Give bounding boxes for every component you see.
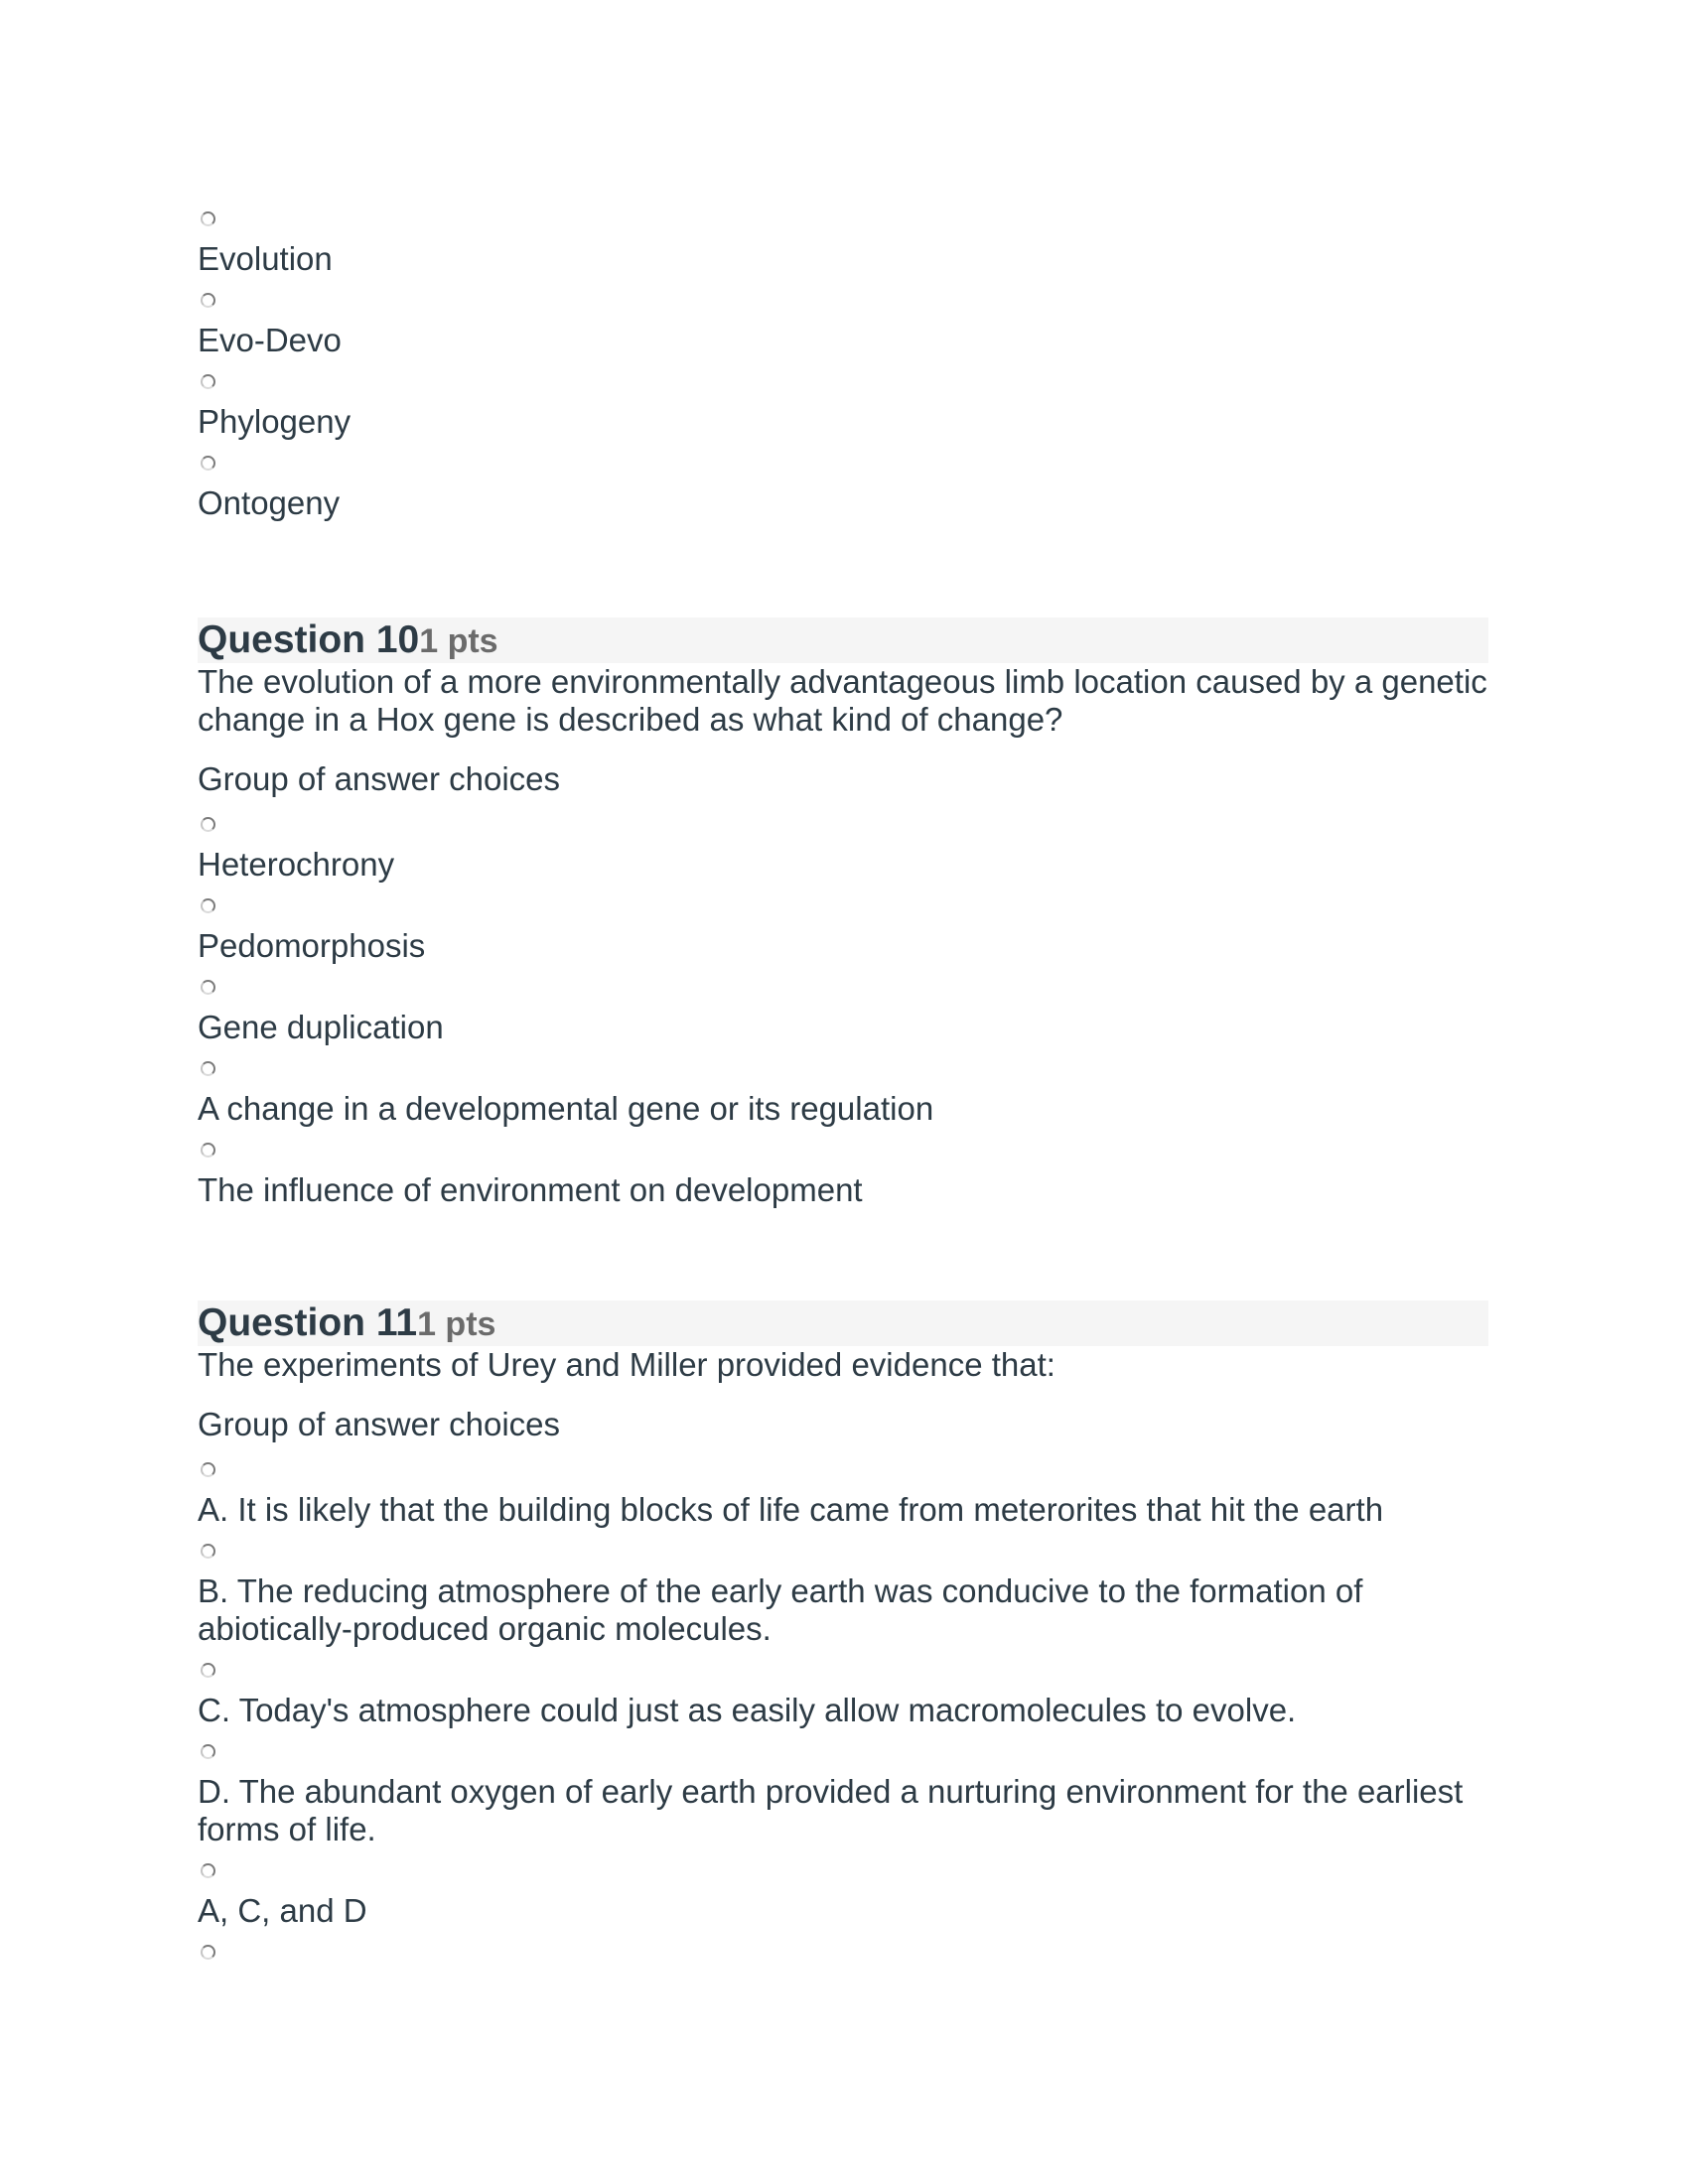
radio-button-icon[interactable] [201,1863,215,1878]
option-gene-duplication[interactable] [198,965,1488,1046]
question-header [198,1300,1488,1346]
option-label: A, C, and D [198,1892,367,1929]
option-heterochrony[interactable] [198,802,1488,884]
radio-button-icon[interactable] [201,1462,215,1477]
radio-button-icon[interactable] [201,1061,215,1076]
option-label: Evo-Devo [198,322,342,358]
radio-button-icon[interactable] [201,456,215,471]
question-points: 1 pts [417,1305,496,1343]
answer-choices [198,1447,1488,1974]
option-b[interactable] [198,1529,1488,1648]
radio-button-icon[interactable] [201,374,215,389]
option-label: Pedomorphosis [198,927,426,964]
option-label: Evolution [198,240,333,277]
option-c[interactable] [198,1648,1488,1729]
option-label: A. It is likely that the building blocks of life came from meterorites that hit the earth [198,1491,1384,1528]
question-text: The evolution of a more environmentally advantageous limb location caused by a genetic change in a Hox gene is described as what kind of change? [198,663,1487,738]
option-evo-devo[interactable] [198,278,351,359]
radio-button-icon[interactable] [201,1143,215,1158]
radio-button-icon[interactable] [201,211,215,226]
option-d[interactable] [198,1729,1488,1848]
answer-choices [198,802,1488,1209]
radio-button-icon[interactable] [201,293,215,308]
radio-button-icon[interactable] [201,1663,215,1678]
option-pedomorphosis[interactable] [198,884,1488,965]
question-11 [198,1300,1488,1974]
option-label: D. The abundant oxygen of early earth provided a nurturing environment for the earliest forms of life. [198,1773,1464,1847]
option-a[interactable] [198,1447,1488,1529]
radio-button-icon[interactable] [201,980,215,995]
question-text: The experiments of Urey and Miller provided evidence that: [198,1346,1055,1383]
question-title: Question 10 [198,618,420,661]
option-environment-influence[interactable] [198,1128,1488,1209]
question-title: Question 11 [198,1301,418,1344]
option-evolution[interactable] [198,197,351,278]
radio-button-icon[interactable] [201,898,215,913]
option-label: Heterochrony [198,846,395,883]
option-label: A change in a developmental gene or its regulation [198,1090,934,1127]
question-header [198,617,1488,663]
option-label: The influence of environment on development [198,1171,863,1208]
radio-button-icon[interactable] [201,1945,215,1960]
question-10 [198,617,1488,1209]
previous-question-options [198,197,351,522]
option-phylogeny[interactable] [198,359,351,441]
option-label: Phylogeny [198,403,352,440]
answer-group-label: Group of answer choices [198,760,561,797]
option-label: B. The reducing atmosphere of the early earth was conducive to the formation of abiotically-produced organic molecules. [198,1572,1363,1647]
option-label: Ontogeny [198,484,341,521]
option-next[interactable] [198,1930,1488,1974]
option-label: Gene duplication [198,1009,444,1045]
radio-button-icon[interactable] [201,817,215,832]
radio-button-icon[interactable] [201,1744,215,1759]
option-developmental-gene-change[interactable] [198,1046,1488,1128]
answer-group-label: Group of answer choices [198,1406,561,1442]
radio-button-icon[interactable] [201,1544,215,1559]
option-label: C. Today's atmosphere could just as easily allow macromolecules to evolve. [198,1692,1297,1728]
question-points: 1 pts [419,622,498,660]
option-a-c-d[interactable] [198,1848,1488,1930]
option-ontogeny[interactable] [198,441,351,522]
